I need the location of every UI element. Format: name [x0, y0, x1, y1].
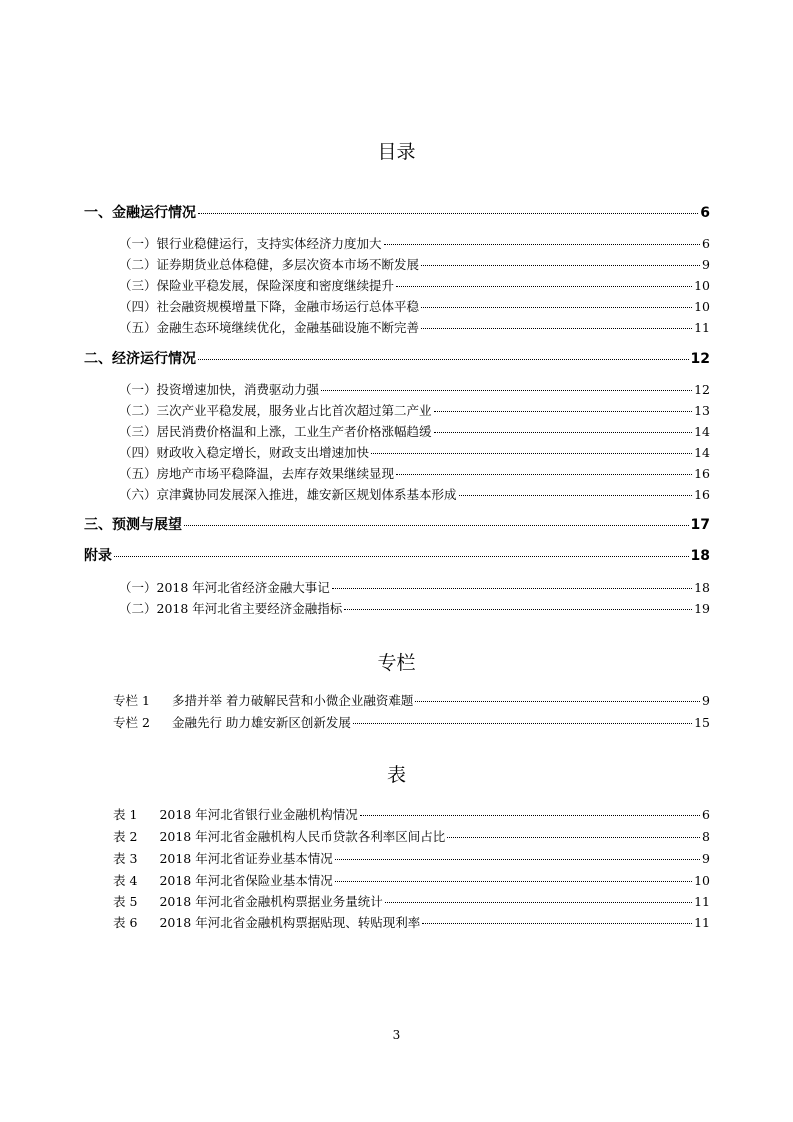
tables-title: 表 [386, 764, 406, 786]
toc-chapter-entry[interactable] [84, 514, 710, 534]
toc-section-entry[interactable] [119, 276, 710, 294]
dot-leader [198, 359, 689, 360]
section-page: 13 [694, 403, 710, 418]
table-page: 11 [694, 915, 710, 930]
section-label: （五）金融生态环境继续优化，金融基础设施不断完善 [119, 320, 420, 335]
section-page: 16 [694, 487, 710, 502]
table-page: 11 [694, 894, 710, 909]
dot-leader [385, 902, 692, 903]
column-label: 金融先行 助力雄安新区创新发展 [171, 715, 351, 730]
section-label: （四）财政收入稳定增长，财政支出增速加快 [119, 445, 370, 460]
toc-table-entry[interactable] [113, 805, 710, 823]
toc-section-entry[interactable] [119, 422, 710, 440]
dot-leader [371, 453, 692, 454]
section-label: （四）社会融资规模增量下降，金融市场运行总体平稳 [119, 299, 420, 314]
table-label: 2018 年河北省保险业基本情况 [159, 873, 333, 888]
table-page: 6 [702, 807, 710, 822]
chapter-page: 17 [690, 517, 710, 533]
table-number: 表 1 [113, 807, 138, 822]
dot-leader [114, 556, 689, 557]
column-number: 专栏 2 [113, 715, 150, 730]
section-label: （二）证券期货业总体稳健，多层次资本市场不断发展 [119, 257, 420, 272]
dot-leader [198, 213, 698, 214]
section-page: 10 [694, 299, 710, 314]
section-page: 19 [694, 601, 710, 616]
chapter-label: 一、金融运行情况 [84, 205, 196, 221]
section-page: 11 [694, 320, 710, 335]
section-label: （二）三次产业平稳发展，服务业占比首次超过第二产业 [119, 403, 432, 418]
table-label: 2018 年河北省证券业基本情况 [159, 851, 333, 866]
table-number: 表 3 [113, 851, 138, 866]
toc-table-entry[interactable] [113, 849, 710, 867]
table-label: 2018 年河北省金融机构票据业务量统计 [159, 894, 383, 909]
section-label: （一）投资增速加快，消费驱动力强 [119, 382, 320, 397]
toc-section-entry[interactable] [119, 234, 710, 252]
dot-leader [360, 815, 700, 816]
chapter-label: 附录 [84, 548, 112, 564]
dot-leader [434, 411, 693, 412]
table-label: 2018 年河北省金融机构票据贴现、转贴现利率 [159, 915, 421, 930]
table-number: 表 4 [113, 873, 138, 888]
table-label: 2018 年河北省银行业金融机构情况 [159, 807, 358, 822]
toc-table-entry[interactable] [113, 913, 710, 931]
dot-leader [396, 286, 692, 287]
section-label: （五）房地产市场平稳降温，去库存效果继续显现 [119, 466, 395, 481]
dot-leader [384, 244, 701, 245]
toc-column-entry[interactable] [113, 713, 710, 731]
dot-leader [396, 474, 692, 475]
dot-leader [459, 495, 693, 496]
dot-leader [421, 265, 700, 266]
toc-title: 目录 [377, 141, 416, 163]
column-number: 专栏 1 [113, 693, 150, 708]
dot-leader [321, 390, 692, 391]
table-page: 9 [702, 851, 710, 866]
toc-section-entry[interactable] [119, 578, 710, 596]
toc-section-entry[interactable] [119, 255, 710, 273]
toc-chapter-entry[interactable] [84, 202, 710, 222]
dot-leader [422, 923, 692, 924]
toc-table-entry[interactable] [113, 871, 710, 889]
section-label: （三）居民消费价格温和上涨，工业生产者价格涨幅趋缓 [119, 424, 432, 439]
table-page: 10 [694, 873, 710, 888]
section-label: （三）保险业平稳发展，保险深度和密度继续提升 [119, 278, 395, 293]
table-number: 表 6 [113, 915, 138, 930]
dot-leader [421, 307, 692, 308]
section-label: （二）2018 年河北省主要经济金融指标 [119, 601, 343, 616]
dot-leader [335, 881, 692, 882]
toc-section-entry[interactable] [119, 401, 710, 419]
section-page: 16 [694, 466, 710, 481]
section-page: 18 [694, 580, 710, 595]
toc-section-entry[interactable] [119, 485, 710, 503]
dot-leader [335, 859, 700, 860]
table-page: 8 [702, 829, 710, 844]
dot-leader [447, 837, 700, 838]
section-label: （六）京津冀协同发展深入推进，雄安新区规划体系基本形成 [119, 487, 457, 502]
toc-section-entry[interactable] [119, 599, 710, 617]
toc-section-entry[interactable] [119, 443, 710, 461]
section-label: （一）2018 年河北省经济金融大事记 [119, 580, 330, 595]
table-number: 表 5 [113, 894, 138, 909]
toc-chapter-entry[interactable] [84, 348, 710, 368]
section-page: 14 [694, 445, 710, 460]
toc-chapter-entry[interactable] [84, 545, 710, 565]
toc-section-entry[interactable] [119, 297, 710, 315]
columns-title: 专栏 [377, 652, 416, 674]
table-number: 表 2 [113, 829, 138, 844]
section-page: 10 [694, 278, 710, 293]
toc-column-entry[interactable] [113, 691, 710, 709]
dot-leader [421, 328, 692, 329]
column-page: 9 [702, 693, 710, 708]
toc-section-entry[interactable] [119, 380, 710, 398]
dot-leader [415, 701, 700, 702]
table-label: 2018 年河北省金融机构人民币贷款各利率区间占比 [159, 829, 446, 844]
chapter-page: 12 [690, 351, 710, 367]
dot-leader [344, 609, 692, 610]
section-page: 6 [702, 236, 710, 251]
section-label: （一）银行业稳健运行，支持实体经济力度加大 [119, 236, 382, 251]
section-page: 14 [694, 424, 710, 439]
page-number: 3 [392, 1028, 401, 1042]
toc-section-entry[interactable] [119, 318, 710, 336]
column-page: 15 [694, 715, 710, 730]
dot-leader [434, 432, 693, 433]
toc-section-entry[interactable] [119, 464, 710, 482]
dot-leader [184, 525, 689, 526]
section-page: 12 [694, 382, 710, 397]
column-label: 多措并举 着力破解民营和小微企业融资难题 [171, 693, 414, 708]
chapter-page: 18 [690, 548, 710, 564]
dot-leader [332, 588, 692, 589]
toc-table-entry[interactable] [113, 827, 710, 845]
chapter-page: 6 [700, 205, 710, 221]
chapter-label: 二、经济运行情况 [84, 351, 196, 367]
dot-leader [353, 723, 692, 724]
section-page: 9 [702, 257, 710, 272]
toc-table-entry[interactable] [113, 892, 710, 910]
chapter-label: 三、预测与展望 [84, 517, 182, 533]
